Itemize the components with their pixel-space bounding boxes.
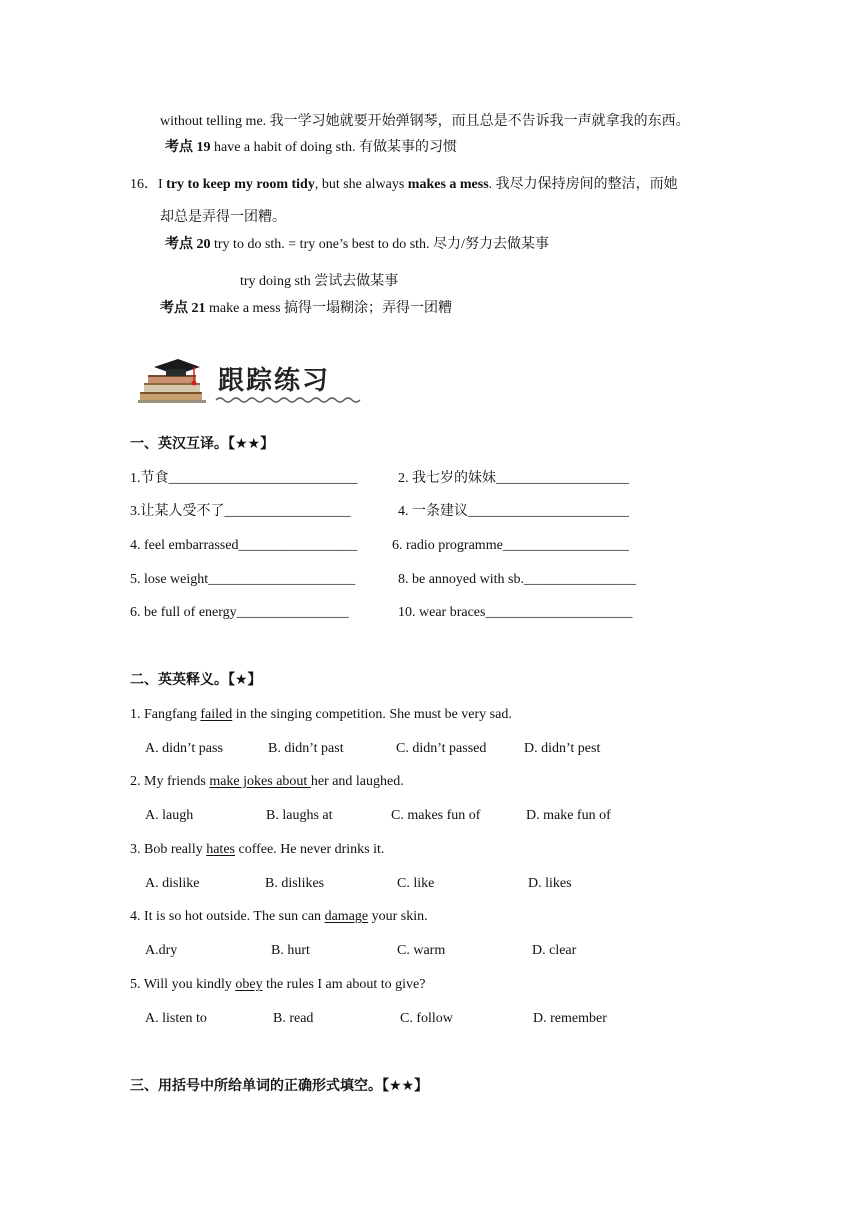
question-3: 3. Bob really hates coffee. He never drinks it. — [130, 842, 385, 857]
key-point-20: 考点 20 try to do sth. = try one’s best to do sth. 尽力/努力去做某事 — [165, 237, 549, 252]
option-c: C. follow — [400, 1011, 453, 1026]
option-c: C. warm — [397, 943, 446, 958]
option-b: B. didn’t past — [268, 741, 344, 756]
vocab-item: 1.节食___________________________ — [130, 471, 358, 486]
banner-title: 跟踪练习 — [218, 366, 331, 396]
option-b: B. hurt — [271, 943, 310, 958]
question-2: 2. My friends make jokes about her and laughed. — [130, 774, 404, 789]
question-5: 5. Will you kindly obey the rules I am about to give? — [130, 977, 426, 992]
vocab-item: 10. wear braces_____________________ — [398, 605, 633, 620]
option-d: D. clear — [532, 943, 577, 958]
option-a: A.dry — [145, 943, 178, 958]
vocab-item: 8. be annoyed with sb.________________ — [398, 572, 636, 587]
continuation-line: without telling me. 我一学习她就要开始弹钢琴，而且总是不告诉我一声就拿我的东西。 — [160, 114, 690, 129]
option-d: D. remember — [533, 1011, 607, 1026]
option-b: B. laughs at — [266, 808, 333, 823]
graduation-books-icon — [136, 356, 368, 408]
section-3-heading: 三、用括号中所给单词的正确形式填空。【★★】 — [130, 1078, 429, 1094]
vocab-item: 4. 一条建议_______________________ — [398, 504, 629, 519]
key-point-20-sub: try doing sth 尝试去做某事 — [240, 274, 399, 289]
vocab-item: 2. 我七岁的妹妹___________________ — [398, 471, 629, 486]
vocab-item: 3.让某人受不了__________________ — [130, 504, 351, 519]
practice-banner — [136, 356, 368, 408]
option-b: B. read — [273, 1011, 314, 1026]
vocab-item: 6. radio programme__________________ — [392, 538, 629, 553]
key-point-21: 考点 21 make a mess 搞得一塌糊涂；弄得一团糟 — [160, 301, 453, 316]
vocab-item: 6. be full of energy________________ — [130, 605, 349, 620]
option-c: C. didn’t passed — [396, 741, 487, 756]
option-d: D. likes — [528, 876, 572, 891]
option-a: A. dislike — [145, 876, 200, 891]
option-d: D. didn’t pest — [524, 741, 601, 756]
question-4: 4. It is so hot outside. The sun can damage your skin. — [130, 909, 428, 924]
vocab-item: 4. feel embarrassed_________________ — [130, 538, 358, 553]
option-a: A. didn’t pass — [145, 741, 223, 756]
section-2-heading: 二、英英释义。【★】 — [130, 672, 262, 688]
vocab-item: 5. lose weight_____________________ — [130, 572, 356, 587]
question-1: 1. Fangfang failed in the singing competition. She must be very sad. — [130, 707, 512, 722]
section-1-heading: 一、英汉互译。【★★】 — [130, 436, 275, 452]
option-d: D. make fun of — [526, 808, 611, 823]
item-16-line2: 却总是弄得一团糟。 — [160, 210, 286, 225]
option-c: C. like — [397, 876, 435, 891]
key-point-19: 考点 19 have a habit of doing sth. 有做某事的习惯 — [165, 140, 458, 155]
option-c: C. makes fun of — [391, 808, 481, 823]
option-b: B. dislikes — [265, 876, 325, 891]
option-a: A. laugh — [145, 808, 194, 823]
option-a: A. listen to — [145, 1011, 207, 1026]
item-16: 16．I try to keep my room tidy, but she always makes a mess. 我尽力保持房间的整洁，而她 — [130, 177, 678, 192]
